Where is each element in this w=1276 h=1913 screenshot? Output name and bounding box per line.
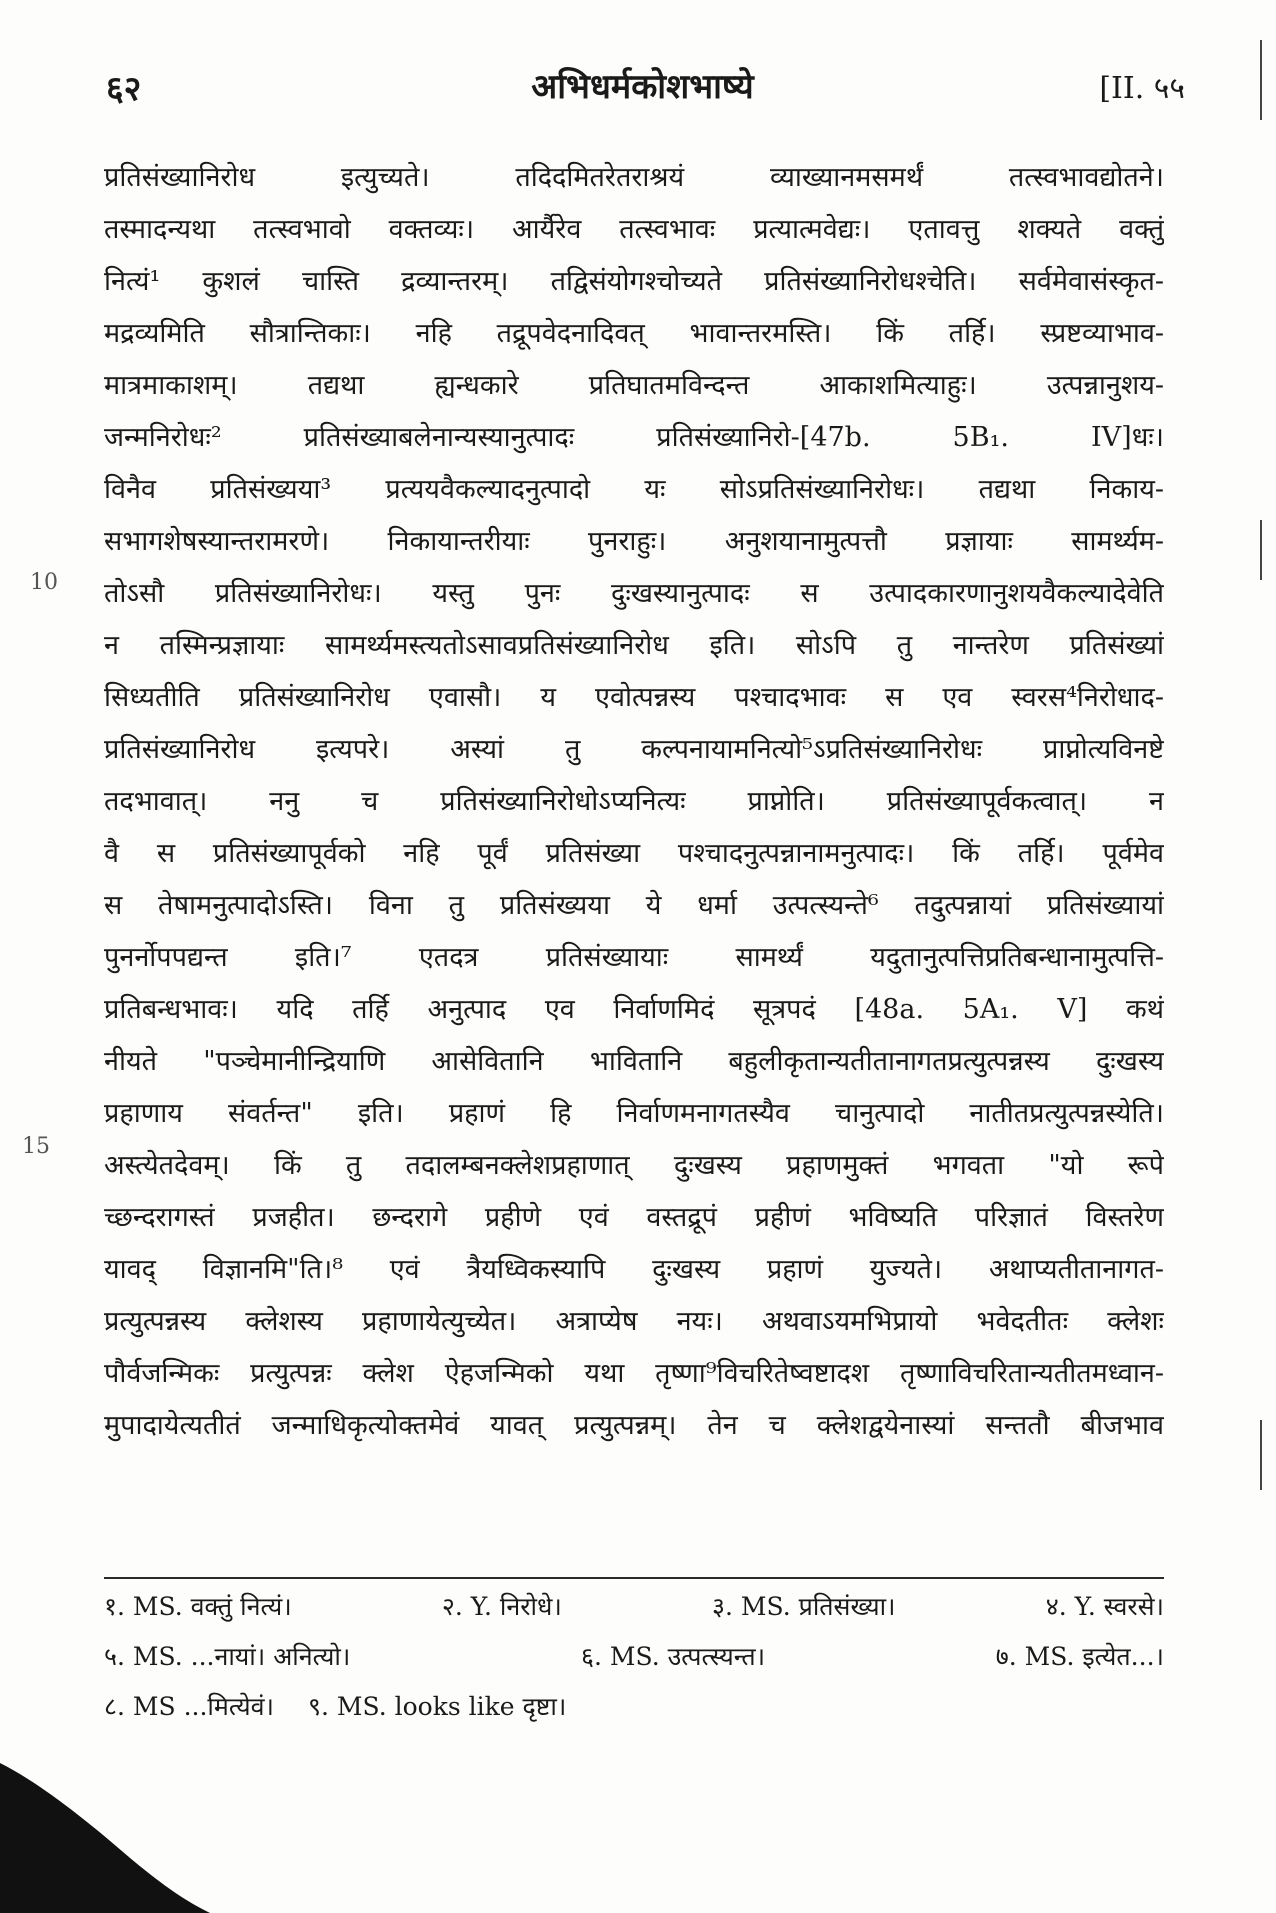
text-line: मद्रव्यमिति सौत्रान्तिकाः। नहि तद्रूपवेदनादिवत् भावान्तरमस्ति। किं तर्हि। स्प्रष्टव्याभाव- — [104, 318, 1164, 349]
text-line: तदभावात्। ननु च प्रतिसंख्यानिरोधोऽप्यनित्यः प्राप्नोति। प्रतिसंख्यापूर्वकत्वात्। न — [104, 786, 1164, 817]
text-line: तोऽसौ प्रतिसंख्यानिरोधः। यस्तु पुनः दुःखस्यानुत्पादः स उत्पादकारणानुशयवैकल्यादेवेति — [104, 578, 1164, 609]
footnote: ६. MS. उत्पत्स्यन्त। — [580, 1642, 766, 1671]
text-line: सिध्यतीति प्रतिसंख्यानिरोध एवासौ। य एवोत्पन्नस्य पश्चादभावः स एव स्वरस⁴निरोधाद- — [104, 682, 1164, 713]
text-line: प्रत्युत्पन्नस्य क्लेशस्य प्रहाणायेत्युच्येत। अत्राप्येष नयः। अथवाऽयमभिप्रायो भवेदतीतः क्लेशः — [104, 1306, 1164, 1337]
text-line: पौर्वजन्मिकः प्रत्युत्पन्नः क्लेश ऐहजन्मिको यथा तृष्णा⁹विचरितेष्वष्टादश तृष्णाविचरितान्यतीतमध्वान- — [104, 1358, 1164, 1389]
scan-edge-mark — [1260, 1420, 1262, 1490]
margin-line-number: 10 — [30, 570, 58, 595]
text-line: जन्मनिरोधः² प्रतिसंख्याबलेनान्यस्यानुत्पादः प्रतिसंख्यानिरो-[47b. 5B₁. IV]धः। — [104, 422, 1164, 453]
text-line: अस्त्येतदेवम्। किं तु तदालम्बनक्लेशप्रहाणात् दुःखस्य प्रहाणमुक्तं भगवता "यो रूपे — [104, 1150, 1164, 1181]
footnote: ३. MS. प्रतिसंख्या। — [711, 1592, 896, 1621]
footnote-row — [104, 1582, 1164, 1632]
footnote: ४. Y. स्वरसे। — [1045, 1592, 1164, 1621]
footnotes — [104, 1582, 1164, 1732]
text-line: विनैव प्रतिसंख्यया³ प्रत्ययवैकल्यादनुत्पादो यः सोऽप्रतिसंख्यानिरोधः। तद्यथा निकाय- — [104, 474, 1164, 505]
text-line: प्रहाणाय संवर्तन्त" इति। प्रहाणं हि निर्वाणमनागतस्यैव चानुत्पादो नातीतप्रत्युत्पन्नस्येति। — [104, 1098, 1164, 1129]
footnote-rule — [104, 1577, 1164, 1579]
footnote-row — [104, 1682, 1164, 1732]
text-line: प्रतिबन्धभावः। यदि तर्हि अनुत्पाद एव निर्वाणमिदं सूत्रपदं [48a. 5A₁. V] कथं — [104, 994, 1164, 1025]
page-number: ६२ — [106, 69, 142, 109]
text-line: नित्यं¹ कुशलं चास्ति द्रव्यान्तरम्। तद्विसंयोगश्चोच्यते प्रतिसंख्यानिरोधश्चेति। सर्वमेवासंस्कृत- — [104, 266, 1164, 297]
footnote: ८. MS ...मित्येवं। — [104, 1692, 274, 1721]
page-header — [100, 62, 1185, 122]
footnote: ९. MS. looks like दृष्टा। — [307, 1692, 567, 1721]
text-line: स तेषामनुत्पादोऽस्ति। विना तु प्रतिसंख्यया ये धर्मा उत्पत्स्यन्ते⁶ तदुत्पन्नायां प्रतिसंख्यायां — [104, 890, 1164, 921]
text-line: प्रतिसंख्यानिरोध इत्यपरे। अस्यां तु कल्पनायामनित्यो⁵ऽप्रतिसंख्यानिरोधः प्राप्नोत्यविनष्टे — [104, 734, 1164, 765]
footnote: १. MS. वक्तुं नित्यं। — [104, 1592, 292, 1621]
text-line: प्रतिसंख्यानिरोध इत्युच्यते। तदिदमितरेतराश्रयं व्याख्यानमसमर्थं तत्स्वभावद्योतने। — [104, 162, 1164, 193]
text-line: न तस्मिन्प्रज्ञायाः सामर्थ्यमस्त्यतोऽसावप्रतिसंख्यानिरोध इति। सोऽपि तु नान्तरेण प्रतिसंख्यां — [104, 630, 1164, 661]
scan-edge-mark — [1260, 40, 1262, 120]
main-text — [104, 152, 1164, 1452]
scan-edge-mark — [1260, 520, 1262, 580]
footnote: २. Y. निरोधे। — [441, 1592, 562, 1621]
text-line: तस्मादन्यथा तत्स्वभावो वक्तव्यः। आर्यैरेव तत्स्वभावः प्रत्यात्मवेद्यः। एतावत्तु शक्यते वक्तुं — [104, 214, 1164, 245]
scan-shadow — [0, 1743, 210, 1913]
text-line: मात्रमाकाशम्। तद्यथा ह्यन्धकारे प्रतिघातमविन्दन्त आकाशमित्याहुः। उत्पन्नानुशय- — [104, 370, 1164, 401]
section-reference: [II. ५५ — [1099, 71, 1185, 106]
text-line: यावद् विज्ञानमि"ति।⁸ एवं त्रैयध्विकस्यापि दुःखस्य प्रहाणं युज्यते। अथाप्यतीतानागत- — [104, 1254, 1164, 1285]
text-line: मुपादायेत्यतीतं जन्माधिकृत्योक्तमेवं यावत् प्रत्युत्पन्नम्। तेन च क्लेशद्वयेनास्यां सन्ततौ बीजभाव — [104, 1410, 1164, 1441]
text-line: नीयते "पञ्चेमानीन्द्रियाणि आसेवितानि भावितानि बहुलीकृतान्यतीतानागतप्रत्युत्पन्नस्य दुःखस्य — [104, 1046, 1164, 1077]
text-line: सभागशेषस्यान्तरामरणे। निकायान्तरीयाः पुनराहुः। अनुशयानामुत्पत्तौ प्रज्ञायाः सामर्थ्यम- — [104, 526, 1164, 557]
footnote-row — [104, 1632, 1164, 1682]
margin-line-number: 15 — [22, 1134, 50, 1159]
text-line: च्छन्दरागस्तं प्रजहीत। छन्दरागे प्रहीणे एवं वस्तद्रूपं प्रहीणं भविष्यति परिज्ञातं विस्तरेण — [104, 1202, 1164, 1233]
running-title: अभिधर्मकोशभाष्ये — [531, 67, 754, 107]
text-line: पुनर्नोपपद्यन्त इति।⁷ एतदत्र प्रतिसंख्यायाः सामर्थ्यं यदुतानुत्पत्तिप्रतिबन्धानामुत्पत्ति- — [104, 942, 1164, 973]
footnote: ५. MS. ...नायां। अनित्यो। — [104, 1642, 351, 1671]
footnote: ७. MS. इत्येत...। — [995, 1642, 1164, 1671]
text-line: वै स प्रतिसंख्यापूर्वको नहि पूर्वं प्रतिसंख्या पश्चादनुत्पन्नानामनुत्पादः। किं तर्हि। पूर्वमेव — [104, 838, 1164, 869]
